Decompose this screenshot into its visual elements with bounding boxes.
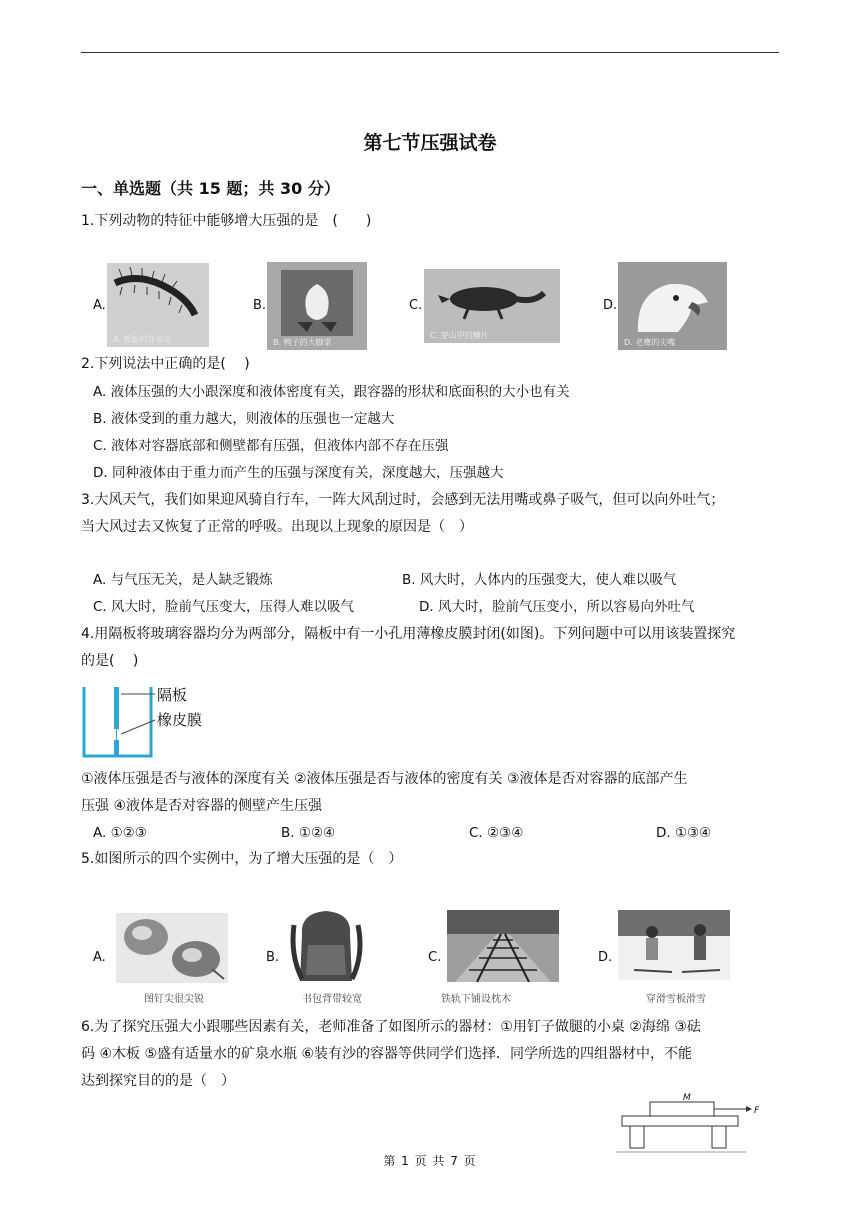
q6-label-m: M — [683, 1093, 691, 1103]
q3-option-a: A. 与气压无关，是人缺乏锻炼 — [93, 572, 273, 588]
question-1-stem: 1.下列动物的特征中能够增大压强的是 ( ) — [81, 213, 372, 229]
q2-option-c: C. 液体对容器底部和侧壁都有压强，但液体内部不存在压强 — [93, 438, 449, 454]
page-footer: 第 1 页 共 7 页 — [383, 1154, 477, 1168]
q5-railway-image — [447, 910, 559, 982]
q2-option-b: B. 液体受到的重力越大，则液体的压强也一定越大 — [93, 411, 395, 427]
q4-option-a: A. ①②③ — [93, 825, 147, 841]
q2-option-d: D. 同种液体由于重力而产生的压强与深度有关，深度越大，压强越大 — [93, 465, 504, 481]
question-3-stem-line1: 3.大风天气，我们如果迎风骑自行车，一阵大风刮过时，会感到无法用嘴或鼻子吸气，但可以向外吐气； — [81, 492, 725, 508]
question-5-stem: 5.如图所示的四个实例中，为了增大压强的是（ ） — [81, 851, 403, 867]
question-6-stem-line3: 达到探究目的的是（ ） — [81, 1073, 235, 1089]
q1-option-a-label: A. — [93, 298, 106, 313]
q5-thumbtack-image — [116, 913, 228, 983]
q4-statements-line1: ①液体压强是否与液体的深度有关 ②液体压强是否与液体的密度有关 ③液体是否对容器的底部产生 — [81, 771, 688, 787]
question-6-stem-line1: 6.为了探究压强大小跟哪些因素有关，老师准备了如图所示的器材：①用钉子做腿的小桌 ②海绵 ③砝 — [81, 1019, 701, 1035]
question-6-stem-line2: 码 ④木板 ⑤盛有适量水的矿泉水瓶 ⑥装有沙的容器等供同学们选择．同学所选的四组器材中，不能 — [81, 1046, 693, 1062]
q5-backpack-image — [286, 905, 370, 985]
q6-table-diagram — [616, 1088, 766, 1154]
question-2-stem: 2.下列说法中正确的是( ) — [81, 356, 250, 372]
question-4-stem-line2: 的是( ) — [81, 653, 139, 669]
q4-option-b: B. ①②④ — [281, 825, 336, 841]
q1-centipede-image — [107, 263, 209, 347]
q3-option-d: D. 风大时，脸前气压变小，所以容易向外吐气 — [419, 599, 695, 615]
q1-duck-feet-image — [267, 262, 367, 350]
section-heading: 一、单选题（共 15 题；共 30 分） — [81, 179, 340, 198]
q1-option-d-label: D. — [603, 298, 618, 313]
q4-statements-line2: 压强 ④液体是否对容器的侧壁产生压强 — [81, 798, 322, 814]
q1-caption-a: A. 蜈蚣的许多足 — [113, 335, 172, 344]
q5-option-d-label: D. — [598, 950, 613, 965]
q5-caption-b: 书包背带较宽 — [302, 994, 362, 1005]
q5-caption-d: 穿滑雪板滑雪 — [646, 994, 706, 1005]
q1-eagle-image — [618, 262, 727, 350]
q4-label-partition: 隔板 — [157, 686, 188, 704]
q3-option-b: B. 风大时，人体内的压强变大，使人难以吸气 — [402, 572, 677, 588]
q4-option-d: D. ①③④ — [656, 825, 712, 841]
page-title: 第七节压强试卷 — [363, 132, 497, 154]
q3-option-c: C. 风大时，脸前气压变大，压得人难以吸气 — [93, 599, 355, 615]
q1-caption-c: C. 穿山甲的鳞片 — [430, 331, 489, 340]
q5-skiing-image — [618, 910, 730, 980]
q4-option-c: C. ②③④ — [469, 825, 524, 841]
q5-caption-a: 图钉尖很尖锐 — [144, 994, 204, 1005]
q1-pangolin-image — [424, 269, 560, 343]
q1-caption-d: D. 老鹰的尖嘴 — [624, 338, 676, 347]
q6-label-f: F — [754, 1106, 760, 1116]
q1-caption-b: B. 鸭子的大脚掌 — [273, 338, 332, 347]
question-3-stem-line2: 当大风过去又恢复了正常的呼吸。出现以上现象的原因是（ ） — [81, 519, 473, 535]
q4-label-membrane: 橡皮膜 — [157, 711, 203, 729]
header-rule — [81, 52, 779, 53]
q1-option-b-label: B. — [253, 298, 267, 313]
question-4-stem-line1: 4.用隔板将玻璃容器均分为两部分，隔板中有一小孔用薄橡皮膜封闭(如图)。下列问题中可以用该装置探究 — [81, 626, 736, 642]
q2-option-a: A. 液体压强的大小跟深度和液体密度有关，跟容器的形状和底面积的大小也有关 — [93, 384, 570, 400]
q1-option-c-label: C. — [409, 298, 423, 313]
q5-option-c-label: C. — [428, 950, 442, 965]
q5-option-a-label: A. — [93, 950, 106, 965]
q5-option-b-label: B. — [266, 950, 280, 965]
q5-caption-c: 铁轨下铺设枕木 — [441, 994, 511, 1005]
